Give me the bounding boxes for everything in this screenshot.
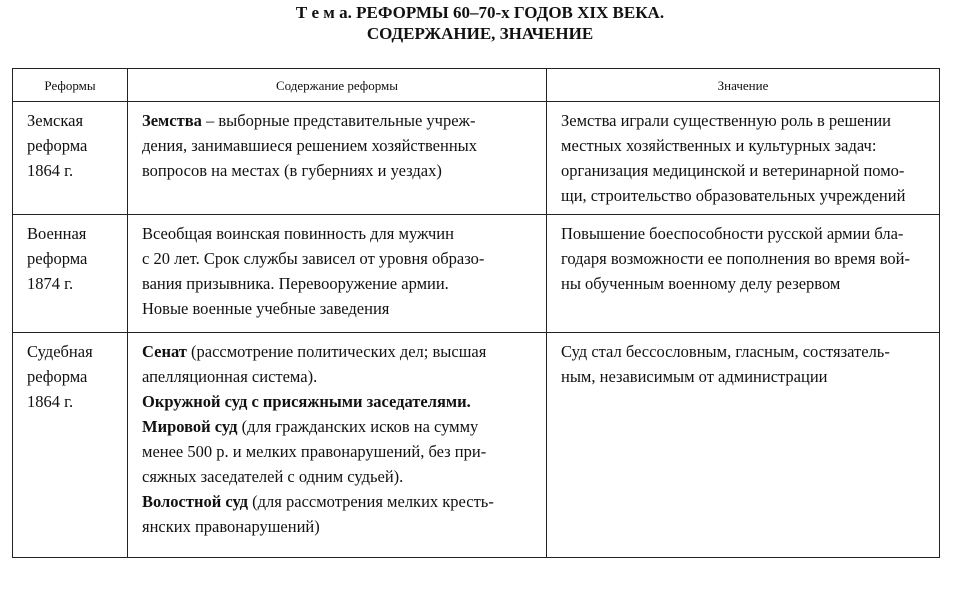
content-line (142, 364, 538, 389)
reform-name-line: Судебная (27, 342, 93, 361)
reform-meaning-cell (547, 102, 940, 215)
content-line (142, 246, 538, 271)
content-text: Всеобщая воинская повинность для мужчин (142, 224, 454, 243)
reform-name-line: 1874 г. (27, 274, 74, 293)
reform-name-line: 1864 г. (27, 161, 74, 180)
reform-name-cell (13, 102, 128, 215)
header-reforms: Реформы (13, 69, 128, 102)
content-line (142, 221, 538, 246)
content-line (142, 489, 538, 514)
reform-name-line: реформа (27, 249, 88, 268)
reform-meaning-cell (547, 333, 940, 558)
meaning-line: Земства играли существенную роль в решении (561, 111, 891, 130)
header-meaning: Значение (547, 69, 940, 102)
meaning-line: Повышение боеспособности русской армии бла- (561, 224, 904, 243)
reform-content-cell (128, 215, 547, 333)
reform-name-cell (13, 333, 128, 558)
reform-name-line: реформа (27, 367, 88, 386)
content-line (142, 108, 538, 133)
table-row (13, 102, 940, 215)
content-term: Волостной суд (142, 492, 249, 511)
content-line (142, 339, 538, 364)
content-text: (для рассмотрения мелких кресть- (248, 492, 494, 511)
content-text: (для гражданских исков на сумму (237, 417, 479, 436)
meaning-line: ным, независимым от администрации (561, 367, 828, 386)
content-line (142, 389, 538, 414)
title-line-1: Т е м а. РЕФОРМЫ 60–70-х ГОДОВ XIX ВЕКА. (295, 3, 665, 22)
content-term: Сенат (142, 342, 187, 361)
content-text: менее 500 р. и мелких правонарушений, без при- (142, 442, 487, 461)
content-line (142, 271, 538, 296)
content-text: с 20 лет. Срок службы зависел от уровня образо- (142, 249, 485, 268)
meaning-line: щи, строительство образовательных учреждений (561, 186, 906, 205)
reform-meaning-cell (547, 215, 940, 333)
meaning-line: местных хозяйственных и культурных задач: (561, 136, 877, 155)
content-line (142, 133, 538, 158)
table-row (13, 333, 940, 558)
reform-content-cell (128, 333, 547, 558)
content-term: Окружной суд с присяжными заседателями. (142, 392, 471, 411)
content-line (142, 414, 538, 439)
content-text: (рассмотрение политических дел; высшая (186, 342, 487, 361)
content-text: апелляционная система). (142, 367, 318, 386)
content-line (142, 464, 538, 489)
content-term: Мировой суд (142, 417, 238, 436)
content-text: вания призывника. Перевооружение армии. (142, 274, 449, 293)
meaning-line: годаря возможности ее пополнения во время вой- (561, 249, 910, 268)
content-text: – выборные представительные учреж- (201, 111, 476, 130)
reform-name-line: Военная (27, 224, 87, 243)
reform-content-cell (128, 102, 547, 215)
content-text: дения, занимавшиеся решением хозяйственных (142, 136, 477, 155)
reform-name-cell (13, 215, 128, 333)
content-line (142, 158, 538, 183)
meaning-line: ны обученным военному делу резервом (561, 274, 841, 293)
table-header-row (13, 69, 940, 102)
meaning-line: организация медицинской и ветеринарной помо- (561, 161, 905, 180)
page-title (0, 2, 960, 44)
content-text: сяжных заседателей с одним судьей). (142, 467, 404, 486)
content-line (142, 439, 538, 464)
content-line (142, 514, 538, 539)
content-term: Земства (142, 111, 202, 130)
content-text: вопросов на местах (в губерниях и уездах) (142, 161, 442, 180)
table-row (13, 215, 940, 333)
header-content: Содержание реформы (128, 69, 547, 102)
title-line-2: СОДЕРЖАНИЕ, ЗНАЧЕНИЕ (366, 24, 594, 43)
reforms-table (12, 68, 940, 558)
reform-name-line: реформа (27, 136, 88, 155)
content-text: Новые военные учебные заведения (142, 299, 390, 318)
reform-name-line: 1864 г. (27, 392, 74, 411)
meaning-line: Суд стал бессословным, гласным, состязатель- (561, 342, 890, 361)
reform-name-line: Земская (27, 111, 84, 130)
content-line (142, 296, 538, 321)
content-text: янских правонарушений) (142, 517, 320, 536)
